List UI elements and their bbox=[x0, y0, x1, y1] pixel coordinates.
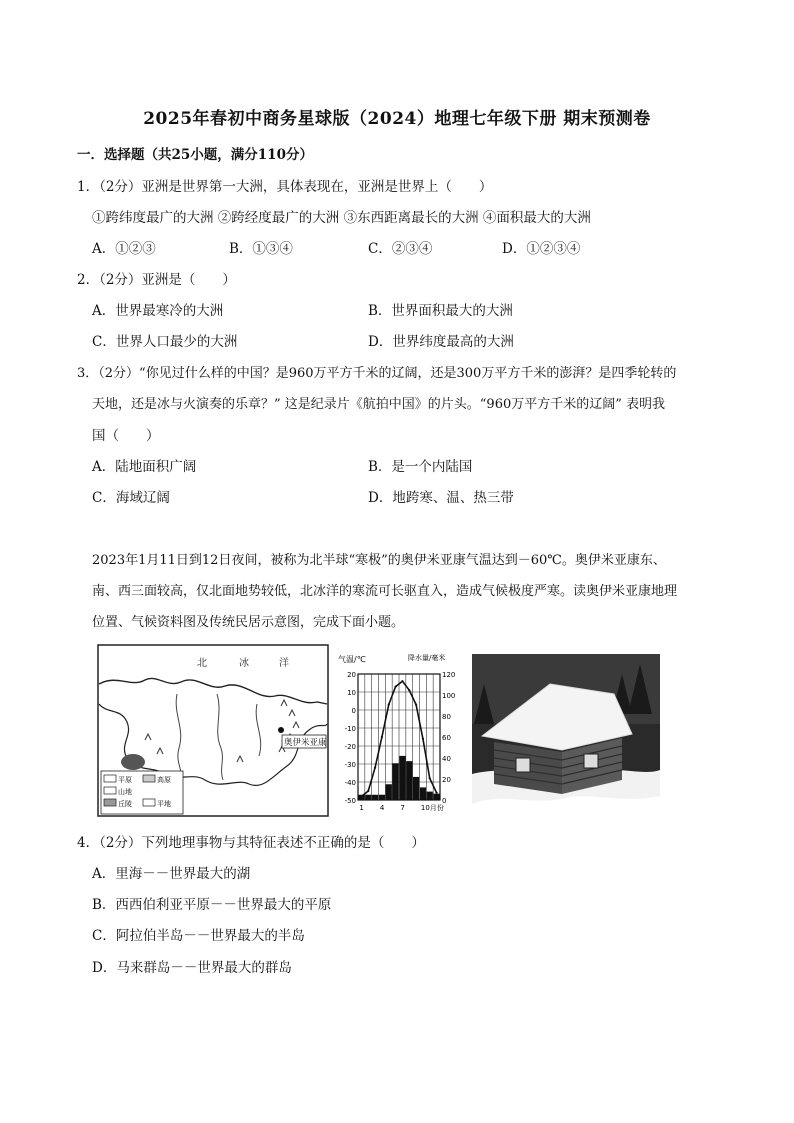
precip-bar-6 bbox=[392, 763, 398, 800]
x-tick-label: 7 bbox=[400, 804, 405, 812]
left-tick-label: -20 bbox=[344, 743, 356, 751]
question-3-stem-line-3: 国（ ） bbox=[92, 428, 160, 444]
page-title: 2025年春初中商务星球版（2024）地理七年级下册 期末预测卷 bbox=[143, 109, 651, 129]
right-tick-label: 0 bbox=[442, 797, 447, 805]
map-ocean-label-3: 洋 bbox=[279, 658, 289, 669]
legend-item-2: 高原 bbox=[157, 776, 171, 784]
intro-line-1: 2023年1月11日到12日夜间，被称为北半球“寒极”的奥伊米亚康气温达到－60℃。奥伊米亚康东、 bbox=[92, 553, 666, 568]
left-tick-label: -10 bbox=[344, 725, 356, 733]
map-ocean-label-2: 冰 bbox=[239, 658, 249, 669]
question-3-option-b[interactable]: B．是一个内陆国 bbox=[368, 459, 473, 475]
question-3-option-d[interactable]: D．地跨寒、温、热三带 bbox=[368, 490, 514, 506]
question-4-option-c[interactable]: C．阿拉伯半岛－－世界最大的半岛 bbox=[92, 928, 305, 944]
section-heading: 一．选择题（共25小题，满分110分） bbox=[77, 147, 313, 163]
right-tick-label: 80 bbox=[442, 713, 451, 721]
left-tick-label: -40 bbox=[344, 779, 356, 787]
x-tick-label: 4 bbox=[379, 804, 385, 812]
map-sea-patch bbox=[121, 754, 145, 770]
precip-bar-3 bbox=[372, 795, 378, 800]
legend-item-5: 平地 bbox=[157, 800, 171, 808]
precip-bar-4 bbox=[379, 795, 385, 800]
question-2-option-a[interactable]: A．世界最寒冷的大洲 bbox=[92, 303, 224, 319]
chart-right-ticks bbox=[442, 671, 455, 805]
map-place-label: 奥伊米亚康 bbox=[284, 738, 327, 748]
left-tick-label: 0 bbox=[351, 707, 356, 715]
legend-item-1: 平原 bbox=[118, 776, 132, 784]
precip-bar-12 bbox=[433, 794, 439, 800]
question-1-items: ①跨纬度最广的大洲 ②跨经度最广的大洲 ③东西距离最长的大洲 ④面积最大的大洲 bbox=[92, 210, 591, 226]
climate-chart bbox=[336, 652, 464, 818]
question-4-option-d[interactable]: D．马来群岛－－世界最大的群岛 bbox=[92, 960, 292, 976]
question-3-option-c[interactable]: C．海域辽阔 bbox=[92, 490, 170, 506]
question-4-option-b[interactable]: B．西西伯利亚平原－－世界最大的平原 bbox=[92, 897, 332, 913]
legend-item-3: 山地 bbox=[118, 788, 132, 796]
precip-bar-5 bbox=[386, 784, 392, 800]
traditional-house-image bbox=[472, 654, 660, 816]
intro-line-3: 位置、气候资料图及传统民居示意图，完成下面小题。 bbox=[92, 615, 405, 630]
right-tick-label: 100 bbox=[442, 692, 456, 700]
left-tick-label: 10 bbox=[347, 689, 356, 697]
map-ocean-label-1: 北 bbox=[197, 658, 207, 669]
question-3-stem-line-1: 3．（2分）“你见过什么样的中国？是960万平方千米的辽阔，还是300万平方千米的澎湃？是四季轮转的 bbox=[77, 366, 677, 381]
precip-bar-2 bbox=[365, 795, 371, 800]
legend-item-4: 丘陵 bbox=[118, 800, 132, 808]
question-3-option-a[interactable]: A．陆地面积广阔 bbox=[92, 459, 197, 475]
right-tick-label: 20 bbox=[442, 776, 451, 784]
precip-bar-8 bbox=[406, 761, 412, 800]
question-1-option-d[interactable]: D．①②③④ bbox=[502, 241, 581, 257]
question-2-stem: 2．（2分）亚洲是（ ） bbox=[77, 272, 236, 288]
precip-bar-10 bbox=[420, 787, 426, 800]
x-tick-label: 1 bbox=[359, 804, 364, 812]
left-tick-label: 20 bbox=[347, 671, 356, 679]
house-snow-drift bbox=[472, 796, 660, 816]
chart-left-title: 气温/℃ bbox=[338, 655, 366, 664]
x-tick-label: 10月份 bbox=[420, 804, 444, 812]
left-tick-label: -30 bbox=[344, 761, 356, 769]
question-2-option-b[interactable]: B．世界面积最大的大洲 bbox=[368, 303, 513, 319]
question-2-option-d[interactable]: D．世界纬度最高的大洲 bbox=[368, 334, 514, 350]
precip-bar-9 bbox=[413, 777, 419, 800]
question-1-option-a[interactable]: A．①②③ bbox=[92, 241, 156, 257]
precip-bar-7 bbox=[399, 756, 405, 800]
left-tick-label: -50 bbox=[344, 797, 356, 805]
right-tick-label: 120 bbox=[442, 671, 456, 679]
right-tick-label: 40 bbox=[442, 755, 451, 763]
question-2-option-c[interactable]: C．世界人口最少的大洲 bbox=[92, 334, 238, 350]
house-window-2 bbox=[584, 754, 598, 768]
question-4-stem: 4．（2分）下列地理事物与其特征表述不正确的是（ ） bbox=[77, 835, 425, 851]
question-3-stem-line-2: 天地，还是冰与火演奏的乐章？” 这是纪录片《航拍中国》的片头。“960万平方千米的辽阔” 表明我 bbox=[92, 397, 666, 412]
question-1-option-c[interactable]: C．②③④ bbox=[368, 241, 433, 257]
right-tick-label: 60 bbox=[442, 734, 451, 742]
question-4-option-a[interactable]: A．里海－－世界最大的湖 bbox=[92, 866, 251, 882]
chart-x-ticks bbox=[359, 803, 443, 812]
question-1-stem: 1．（2分）亚洲是世界第一大洲，具体表现在，亚洲是世界上（ ） bbox=[77, 179, 493, 195]
house-window-1 bbox=[516, 758, 530, 772]
location-map bbox=[97, 644, 329, 817]
precip-bar-11 bbox=[427, 792, 433, 800]
intro-line-2: 南、西三面较高，仅北面地势较低，北冰洋的寒流可长驱直入，造成气候极度严寒。读奥伊米亚康地理 bbox=[92, 584, 678, 599]
question-1-option-b[interactable]: B．①③④ bbox=[229, 241, 293, 257]
chart-left-ticks bbox=[345, 671, 356, 805]
chart-right-title: 降水量/毫米 bbox=[408, 654, 446, 662]
map-location-marker bbox=[278, 727, 284, 733]
map-legend bbox=[101, 771, 183, 814]
